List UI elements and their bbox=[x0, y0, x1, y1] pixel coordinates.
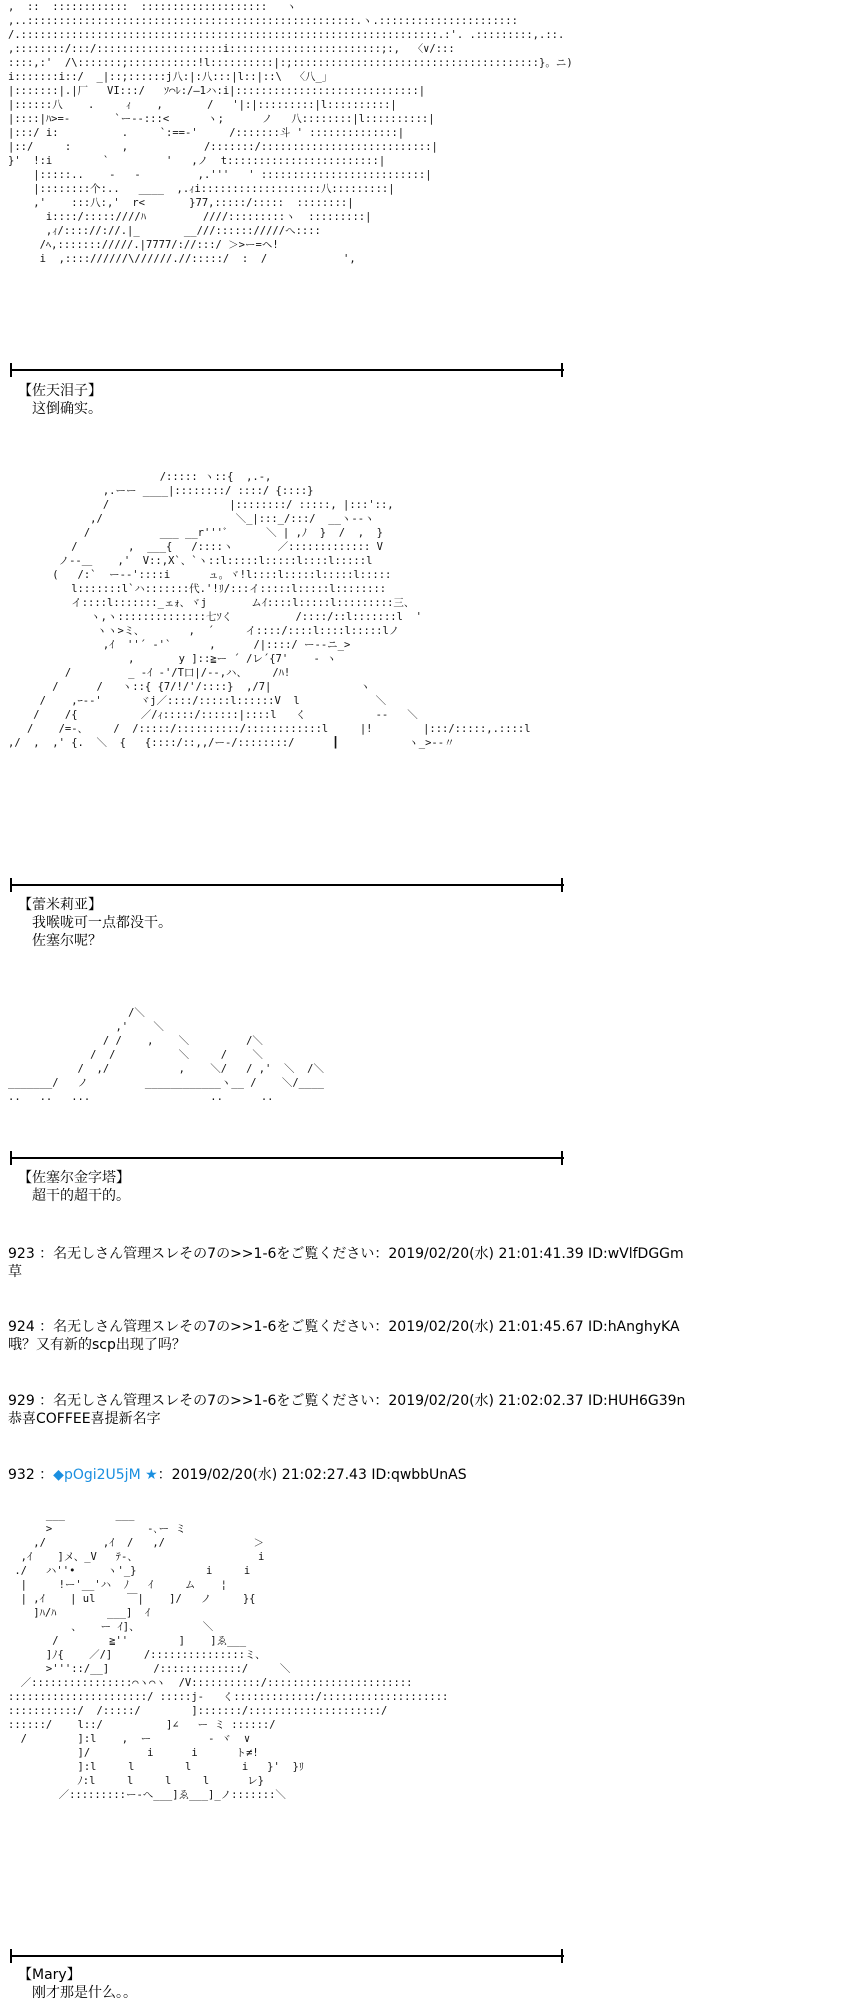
ascii-art-pyramids: /＼ ,' ＼ / / , ＼ /＼ / / ＼ / ＼ / ,/ , ＼/ / ,' ＼ /＼ _______/ ノ ____________ヽ__ / ＼/____ .. .. ... .. .. bbox=[8, 1007, 324, 1103]
divider-cross-right bbox=[557, 1151, 567, 1165]
post-header: 929 ：名无しさん管理スレその7の>>1-6をご覧ください：2019/02/20(水) 21:02:02.37 ID:HUH6G39n bbox=[8, 1393, 686, 1409]
speaker-name: 【蕾米莉亚】 bbox=[18, 897, 102, 913]
section-divider bbox=[10, 884, 564, 886]
post-924 bbox=[8, 1318, 680, 1354]
ascii-art-saten: , :: :::::::::::: :::::::::::::::::::: ヽ ,..::::::::::::::::::::::::::::::::::::::::::::::::::::.ヽ.:::::::::::::::::::::: /.::::::::::::::::::::::::::::::::::::::::::::::::::::::::::::::::::.:'. .:::::::::,.::. ,::::::::/:::/::::::::::::::::::::i::::::::::::::::::::::::;:, 〈∨/::: ::::,:' /\:::::::;:::::::::::!l::::::::::|:;:::::::::::::::::::::::::::::::::::::::}。ニ) i:::::::i::/ _|::;::::::j八:|:八:::|l::|::\ 〈八_」 |:::::::|.|厂 VI:::/ ｿ⌒ﾚ:/―1ハ:i|:::::::::::::::::::::::::::::| |::::::八 . ｨ , / '|:|:::::::::|l::::::::::| |::::|ﾊ>=- `ー--:::< ヽ; ノ 八::::::::|l::::::::::| |:::/ i: . `:==-' /:::::::斗 ' ::::::::::::::| |::/ : , /:::::::/:::::::::::::::::::::::::::| }' !:i ` ' ,ノ t::::::::::::::::::::::::| |:::::.. - - ,.''' ' ::::::::::::::::::::::::::| |::::::::个:.. ____ ,.ｨi:::::::::::::::::::八:::::::::| ,' :::八:,' r< }77,:::::/::::: ::::::::| i::::/:::::////ﾊ ////:::::::::ヽ :::::::::| ,ｨ/:::://://.|_ __///:::::://///へ:::: /ﾍ,::::::://///.|7777/://:::/ ＞>ー=ヘ! i ,:::://////\//////.//:::::/ : / ', bbox=[8, 1, 573, 265]
post-body: 草 bbox=[8, 1264, 22, 1280]
post-number: 932 ： bbox=[8, 1467, 54, 1483]
section-divider bbox=[10, 1157, 564, 1159]
divider-cross-right bbox=[557, 1949, 567, 1963]
post-929 bbox=[8, 1392, 685, 1428]
divider-cross-right bbox=[557, 363, 567, 377]
post-header bbox=[8, 1466, 467, 1484]
dialogue-pyramid bbox=[18, 1169, 130, 1205]
speaker-name: 【Mary】 bbox=[18, 1967, 81, 1983]
section-divider bbox=[10, 1955, 564, 1957]
dialogue-saten bbox=[18, 382, 102, 418]
speaker-name: 【佐天泪子】 bbox=[18, 383, 102, 399]
dialogue-line: 刚才那是什么。。 bbox=[32, 1985, 137, 2001]
ascii-art-mary: ___ ___ > ‐､ー ミ ,/ ,ｲ / ,/ ＞ ,ｲ ]メ、_V ﾃ-、 i ./ ハ''• ヽ'_} i i | !ー'__'ハ ﾉ ｲ ム ¦ | ,ｲ | ul ￣| ]/ ノ }{ ]ﾊ/ﾊ ___] ｲ 、 ー ｲ]、 ＼ / ≧'' ] ]ゑ___ ]ﾉ{ ／/] /:::::::::::::::ミ、 >'''::/__] /:::::::::::::/ ＼ ／::::::::::::::::⌒ヽ⌒ヽ /V:::::::::::/::::::::::::::::::::::: ::::::::::::::::::::::/ :::::j- く:::::::::::::/:::::::::::::::::::: :::::::::::/ /:::::/ ]:::::::/:::::::::::::::::::::/ ::::::/ l::/ ]∠ ー ミ ::::::/ / ]:l , ー ‐ ヾ ∨ ]/ i i ト≠! ]:l l l i }' }ﾘ ﾉ:l l l l レ} ／:::::::::ー‐へ___]ゑ___]_ノ:::::::＼ bbox=[8, 1509, 449, 1801]
post-body: 恭喜COFFEE喜提新名字 bbox=[8, 1411, 161, 1427]
dialogue-line: 佐塞尔呢？ bbox=[32, 933, 102, 949]
divider-cross-left bbox=[6, 363, 16, 377]
post-timestamp-id: ：2019/02/20(水) 21:02:27.43 ID:qwbbUnAS bbox=[157, 1467, 467, 1483]
dialogue-remilia bbox=[18, 896, 172, 950]
dialogue-line: 我喉咙可一点都没干。 bbox=[32, 915, 172, 931]
post-923 bbox=[8, 1245, 684, 1281]
ascii-art-remilia: /::::: ヽ::{ ,.-, ,.ーー ____|::::::::/ ::::/ {::::} / |::::::::/ :::::, |:::'::, ,/ ＼_|:::_/:::/ __ヽ--ヽ / ___ __r'''ﾞ ＼ | ,ﾉ } / , } / , ___{ /::::ヽ ／::::::::::::: V ノ--＿ ,' V::,X`、`ヽ::l:::::l:::::l::::l:::::l ( /:` ー--'::::i ュ。ヾ!l::::l:::::l:::::l::::: l:::::::l`ハ:::::::代.'!ﾘ/:::イ:::::l:::::l:::::::: イ::::l:::::::_ェｫ、ヾj ムｲ::::l:::::l:::::::::三、 ヽ,ヽ::::::::::::::七ｿく /::::/::l:::::::l ' ヽヽ>ミ、 , ´ イ::::/::::l::::l:::::lノ ,ｲ ''´ ‐'` , /|::::/ ー--ニ_> , y ]::≧ー ´ /レ´{7' ‐ ヽ / _ -ｲ ‐'/T口|/--,ハ、 /ﾊ! / / ヽ::{ {7/!/'/::::} ,/7| ヽ / ,ｰ-‐' ヾj／::::/:::::l::::::V l ＼ / /{ ／/ｨ:::::/::::::|::::l く ‐‐ ＼ / /=-、 / /:::::/::::::::::/::::::::::::l |! |:::/:::::,.::::l ,/ , ,' {. ＼ { {::::/::,,/ー-/::::::::/ ┃ ヽ_>-‐〃 bbox=[8, 471, 531, 749]
dialogue-mary bbox=[18, 1966, 137, 2002]
divider-cross-left bbox=[6, 1949, 16, 1963]
poster-trip-link[interactable]: ◆pOgi2U5jM ★ bbox=[53, 1467, 158, 1483]
post-932 bbox=[8, 1466, 467, 1484]
post-header: 924 ：名无しさん管理スレその7の>>1-6をご覧ください：2019/02/20(水) 21:01:45.67 ID:hAnghyKA bbox=[8, 1319, 680, 1335]
speaker-name: 【佐塞尔金字塔】 bbox=[18, 1170, 130, 1186]
divider-cross-left bbox=[6, 878, 16, 892]
dialogue-line: 超干的超干的。 bbox=[32, 1188, 130, 1204]
dialogue-line: 这倒确实。 bbox=[32, 401, 102, 417]
divider-cross-right bbox=[557, 878, 567, 892]
post-header: 923 ：名无しさん管理スレその7の>>1-6をご覧ください：2019/02/20(水) 21:01:41.39 ID:wVlfDGGm bbox=[8, 1246, 684, 1262]
post-body: 哦？又有新的scp出现了吗？ bbox=[8, 1337, 186, 1353]
divider-cross-left bbox=[6, 1151, 16, 1165]
section-divider bbox=[10, 369, 564, 371]
